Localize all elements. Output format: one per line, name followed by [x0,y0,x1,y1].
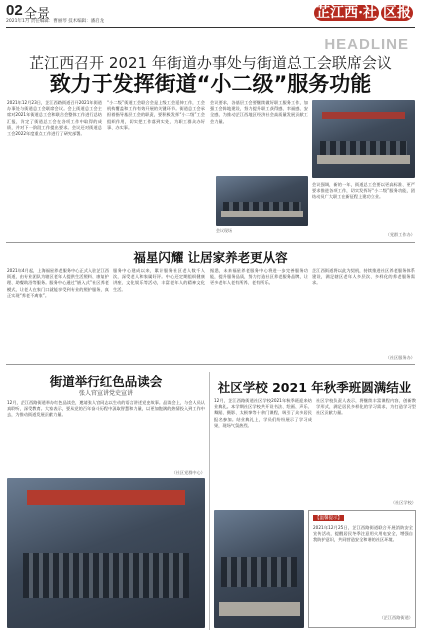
article4-byline: （社区学校） [390,500,416,505]
audience-shape-3 [23,553,189,598]
lead-title-line1: 芷江西召开 2021 年街道办事处与街道总工会联席会议 [29,54,392,72]
lead-byline: （党群工作办） [385,232,415,237]
headline-watermark: HEADLINE [324,36,409,53]
meeting-photo-2 [216,176,308,226]
desk-shape [317,155,410,164]
article3-subtitle: 张人官宣讲党史宣讲 [78,390,133,397]
lead-column-3: 会议要求，各基层工会要继续做好职工服务工作，加强工会阵地建设，努力提升职工获得感、幸福感、安全感，为推动芷江西地区经济社会高质量发展贡献工会力量。 [210,100,308,124]
notice-body: 2021年12月25日，芷江西路街道联合开展消防安全宣传活动，提醒居民冬季注意用火用电安全，增强自我防护意识，共同营造安全和谐的社区环境。 [313,525,413,543]
section-title: 全景 [24,7,51,22]
section-divider-1 [6,242,415,243]
reading-event-photo [7,478,205,628]
lead-column-4: 会议强调，新的一年，街道总工会要以更高标准、更严要求推进各项工作，切实发挥好“小二级”服务功能，团结动员广大职工在新征程上建功立业。 [312,182,415,200]
article2-column-4: 芷江西街道将以此为契机，持续推进社区养老服务体系建设，满足辖区老年人多层次、多样化的养老服务需求。 [312,268,415,286]
class-photo [214,510,304,628]
article4-body-1: 12月，芷江西路街道社区学校2021年秋季班迎来结业典礼。本学期社区学校共开设书法、绘画、声乐、舞蹈、摄影、太极拳等十余门课程，吸引了众多居民报名参加。结业典礼上，学员们纷纷展示了学习成果，现场气氛热烈。 [214,398,312,428]
students-shape [221,557,297,587]
lead-column-2: “小二级”街道工会联合会是上级工会延伸工作，工会机构覆盖和工作有效开展的关键环节。街道总工会承担着指导基层工会的职责，要积极发挥“小二级”工会组织作用，切实把工作落到实处，为职工群众办好事、办实事。 [107,100,205,130]
header-info: 2021年1月 责任编辑：曹丽琴 技术编辑：潘启龙 [6,19,105,24]
article3-body: 12月，芷江西路街道举办红色品读会，邀请张人官同志以生动的语言讲述党史故事。品读会上，与会人员认真聆听，深受教育。大家表示，要从党的百年奋斗历程中汲取智慧和力量，以更加饱满的热情投入到工作中去，为推动街道发展贡献力量。 [7,400,205,418]
desk-shape-2 [221,211,304,217]
article4-body-2: 社区学校负责人表示，将继续丰富课程内容，创新教学形式，满足居民多样化的学习需求，为打造学习型社区贡献力量。 [316,398,416,416]
article4-title: 社区学校 2021 年秋季班圆满结业 [217,380,412,395]
article2-byline: （社区服务办） [385,355,415,360]
notice-tag: 【温馨提示】 [315,516,342,521]
banner-shape-3 [27,490,185,505]
logo-badge: 区报 [383,5,411,21]
article2-column-1: 2021年4月起，上海福星养老服务中心正式入驻芷江西街道，由专业团队为辖区老年人提供生活照料、康复护理、助餐助浴等服务。服务中心通过“嵌入式”社区养老模式，让老人在家门口就能享受到专业的照护服务，真正实现“养老不离家”。 [7,268,109,298]
lead-column-1: 2021年12月23日，芷江西路街道召开2021年街道办事处与街道总工会联席会议。会上街道总工会主席对2021年街道总工会和联合会整体工作进行总结汇报，肯定了街道总工会在各项工作中取得的成绩，并对下一阶段工作提出要求。会议还对街道总工会2022年度重点工作进行了研究部署。 [7,100,102,137]
table-shape [219,602,300,616]
audience-shape-2 [223,202,300,211]
article2-title: 福星闪耀 让居家养老更从容 [133,250,288,265]
notice-box [308,510,416,628]
audience-shape [320,141,407,155]
banner-shape [322,112,404,120]
newspaper-logo [312,2,413,22]
logo-text: 芷江西·社 [316,5,377,21]
lead-title-line2: 致力于发挥街道“小二级”服务功能 [49,72,372,96]
article3-byline: （社区党群中心） [171,470,205,475]
article2-column-3: 据悉，未来福星养老服务中心将进一步完善服务功能，提升服务品质，努力打造社区养老服务品牌，让更多老年人老有所养、老有所乐。 [210,268,308,286]
column-divider [209,372,210,630]
section-divider-2 [6,364,415,365]
page-number: 02 [6,2,23,19]
notice-byline: （芷江西路街道） [379,615,413,620]
header-divider [6,27,415,28]
meeting-photo [312,100,415,178]
article2-column-2: 服务中心建成以来，累计服务社区老人数千人次，深受老人和家属好评。中心还定期组织健康讲座、文化娱乐等活动，丰富老年人的精神文化生活。 [113,268,205,292]
article3-title: 街道举行红色品读会 [49,374,163,389]
photo-caption: 会议现场 [216,228,232,233]
